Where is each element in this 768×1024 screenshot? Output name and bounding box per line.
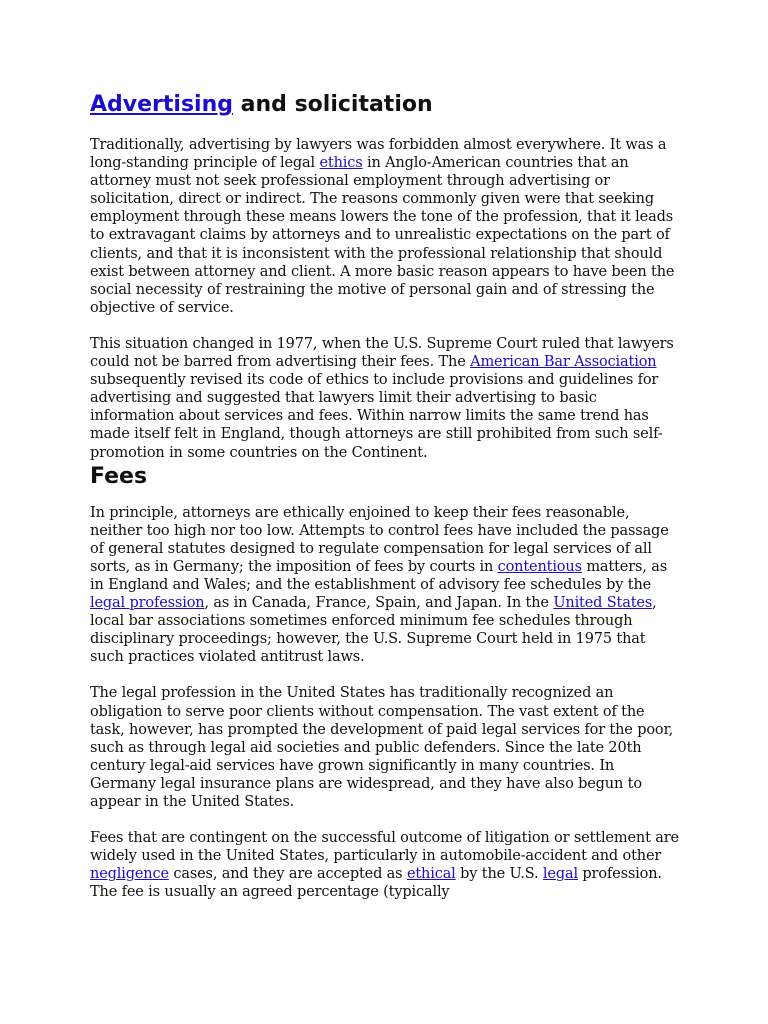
- section-heading-advertising: [90, 88, 680, 122]
- american-bar-association-link[interactable]: American Bar Association: [470, 354, 657, 371]
- paragraph-text: by the U.S.: [455, 866, 543, 883]
- paragraph-text: In principle, attorneys are ethically enjoined to keep their fees reasonable, neither too high nor too low. Attempts to control fees have included the passage of general statutes designed to regulate compensation for legal services of all sorts, as in Germany; the imposition of fees by courts in: [90, 504, 669, 575]
- paragraph: The legal profession in the United States has traditionally recognized an obligation to serve poor clients without compensation. The vast extent of the task, however, has prompted the development of paid legal services for the poor, such as through legal aid societies and public defenders. Since the late 20th century legal-aid services have grown significantly in many countries. In Germany legal insurance plans are widespread, and they have also begun to appear in the United States.: [90, 685, 674, 810]
- paragraph-text: , local bar associations sometimes enforced minimum fee schedules through disciplinary proceedings; however, the U.S. Supreme Court held in 1975 that such practices violated antitrust laws.: [90, 595, 657, 666]
- document-page: [90, 88, 680, 919]
- paragraph: [90, 136, 680, 317]
- advertising-link[interactable]: Advertising: [90, 92, 233, 117]
- legal-link[interactable]: legal: [542, 866, 578, 883]
- paragraph-text: Fees that are contingent on the successful outcome of litigation or settlement are widely used in the United States, particularly in automobile-accident and other: [90, 830, 679, 865]
- paragraph-text: matters, as in England and Wales; and the establishment of advisory fee schedules by the: [90, 558, 667, 593]
- paragraph-text: This situation changed in 1977, when the U.S. Supreme Court ruled that lawyers could not be barred from advertising their fees. The: [90, 335, 674, 371]
- paragraph: [90, 504, 680, 667]
- paragraph: [90, 335, 680, 462]
- paragraph-text: Traditionally, advertising by lawyers was forbidden almost everywhere. It was a long-standing principle of legal: [90, 137, 667, 172]
- contentious-link[interactable]: contentious: [497, 558, 582, 575]
- negligence-link[interactable]: negligence: [90, 866, 169, 883]
- heading-text: and solicitation: [233, 92, 433, 117]
- paragraph-text: subsequently revised its code of ethics to include provisions and guidelines for advertising and suggested that lawyers limit their advertising to basic information about services and fees. Within narrow limits the same trend has made itself felt in England, though attorneys are still prohibited from such self-promotion in some countries on the Continent.: [90, 372, 663, 461]
- paragraph-text: , as in Canada, France, Spain, and Japan. In the: [204, 595, 554, 612]
- ethics-link[interactable]: ethics: [319, 155, 363, 172]
- paragraph-text: in Anglo-American countries that an attorney must not seek professional employment through advertising or solicitation, direct or indirect. The reasons commonly given were that seeking employment through these means lowers the tone of the profession, that it leads to extravagant claims by attorneys and to unrealistic expectations on the part of clients, and that it is inconsistent with the professional relationship that should exist between attorney and client. A more basic reason appears to have been the social necessity of restraining the motive of personal gain and of stressing the objective of service.: [90, 155, 675, 316]
- section-heading-fees: Fees: [90, 463, 148, 489]
- legal-profession-link[interactable]: legal profession: [90, 595, 205, 612]
- paragraph-text: profession. The fee is usually an agreed percentage (typically: [90, 866, 662, 901]
- paragraph-text: cases, and they are accepted as: [168, 866, 407, 883]
- ethical-link[interactable]: ethical: [406, 866, 456, 883]
- united-states-link[interactable]: United States: [553, 595, 653, 612]
- paragraph: [90, 829, 680, 901]
